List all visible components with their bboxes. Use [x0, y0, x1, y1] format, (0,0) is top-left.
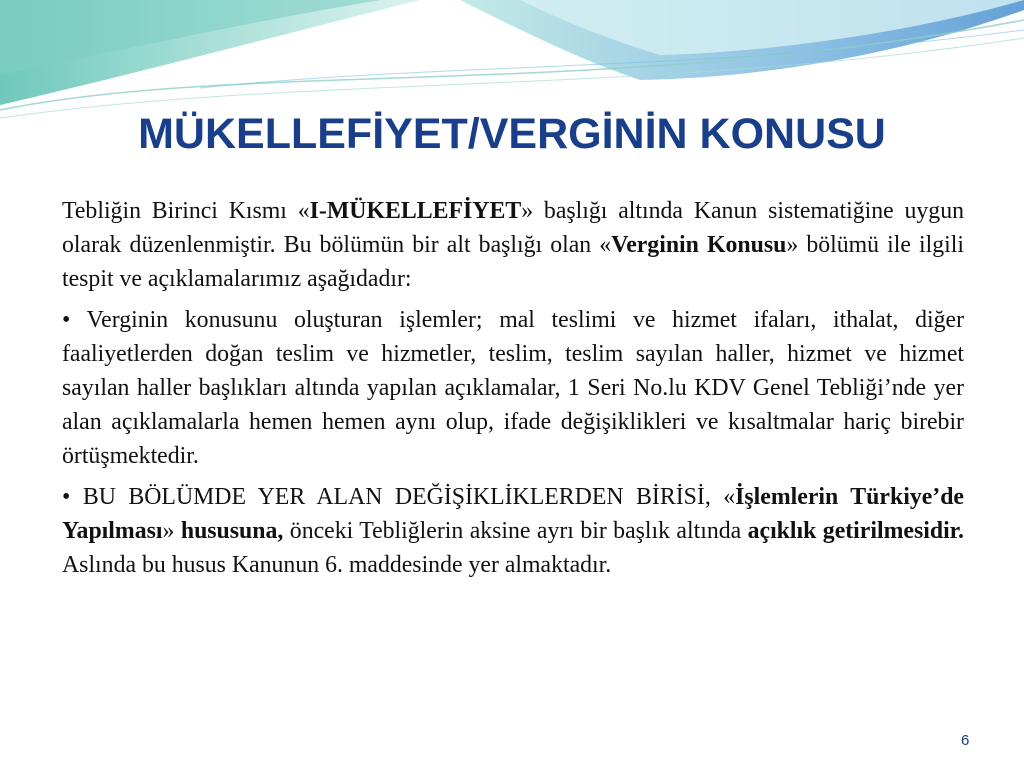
bullet-2-bold-islemlerin: İşlemlerin Türkiye’de Yapılması	[62, 484, 964, 544]
intro-text-1: Tebliğin Birinci Kısmı «	[62, 198, 310, 224]
bullet-2-bold-aciklik: açıklık getirilmesidir.	[747, 518, 965, 544]
intro-paragraph	[62, 194, 964, 296]
bullet-2-text-5: Aslında bu husus Kanunun 6. maddesinde yer almaktadır.	[62, 552, 612, 578]
bullet-paragraph-2	[62, 480, 964, 582]
bullet-paragraph-1	[62, 303, 964, 473]
intro-bold-mukellefiyet: I-MÜKELLEFİYET	[309, 198, 522, 224]
intro-bold-verginin-konusu: Verginin Konusu	[611, 232, 787, 258]
bullet-icon: •	[62, 484, 71, 510]
bullet-2-text-2: , «	[704, 484, 736, 510]
slide-title: MÜKELLEFİYET/VERGİNİN KONUSU	[138, 110, 886, 158]
page-number: 6	[961, 732, 970, 749]
bullet-icon: •	[62, 307, 71, 333]
slide-body	[62, 194, 964, 589]
bullet-2-text-4: önceki Tebliğlerin aksine ayrı bir başlık altında	[283, 518, 748, 544]
bullet-2-text-1: BU BÖLÜMDE YER ALAN DEĞİŞİKLİKLERDEN BİRİSİ	[70, 484, 705, 510]
intro-text-3: » bölümü ile ilgili tespit ve açıklamalarımız aşağıdadır:	[62, 232, 965, 292]
intro-text-2: » başlığı altında Kanun sistematiğine uygun olarak düzenlenmiştir. Bu bölümün bir alt başlığı olan «	[62, 198, 964, 258]
bullet-1-text: Verginin konusunu oluşturan işlemler; mal teslimi ve hizmet ifaları, ithalat, diğer faaliyetlerden doğan teslim ve hizmetler, teslim, teslim sayılan haller, hizmet ve hizmet sayılan haller başlıkları altında yapılan açıklamalar, 1 Seri No.lu KDV Genel Tebliği’nde yer alan açıklamalarla hemen hemen aynı olup, ifade değişiklikleri ve kısaltmalar hariç birebir örtüşmektedir.	[62, 307, 964, 469]
bullet-2-bold-hususuna: hususuna,	[180, 518, 284, 544]
bullet-2-text-3: »	[162, 518, 181, 544]
